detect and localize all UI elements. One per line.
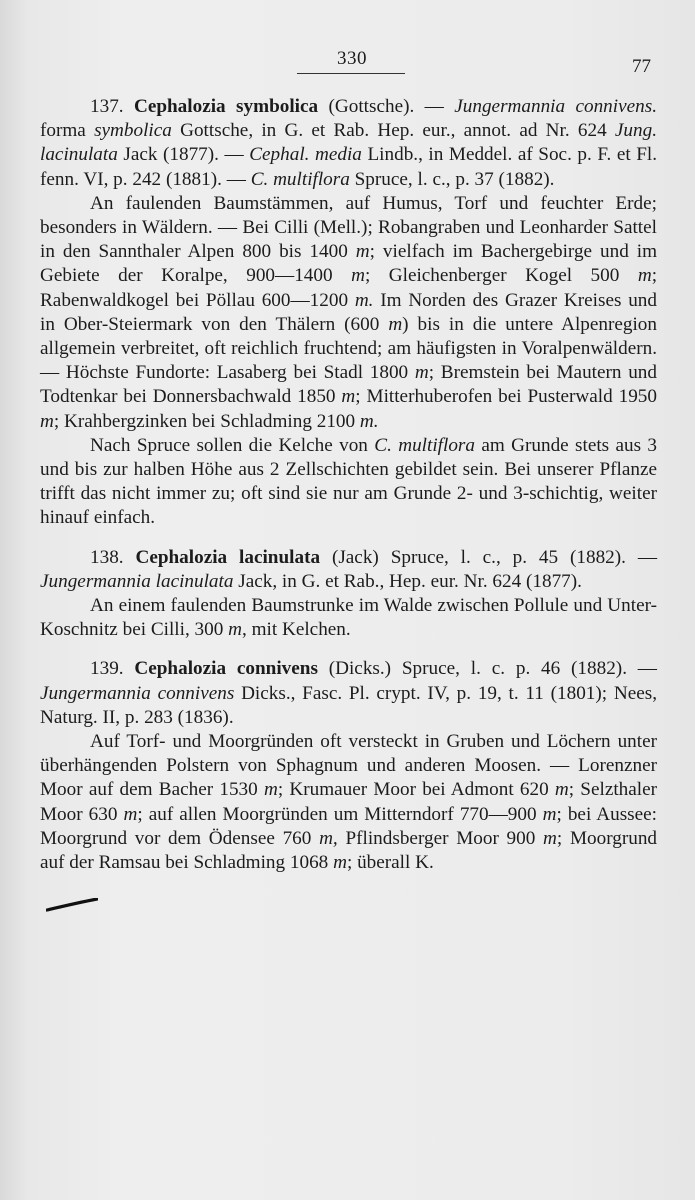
page-number: 77 — [632, 56, 651, 77]
pen-mark-icon — [46, 898, 98, 912]
synonym: Cephal. media — [249, 144, 362, 166]
synonym: C. multiflora — [250, 168, 350, 190]
taxon-name: Cephalozia symbolica — [133, 96, 319, 117]
entry-137-localities: An faulenden Baumstämmen, auf Humus, Torf und feuchter Erde; besonders in Wäldern. — Bei Cilli (Mell.); Robangraben und Leonharder Sattel in den Sannthaler Alpen 800 bis 1400 m; vielfach im Bachergebirge und im Gebiete der Koralpe, 900—1400 m; Gleichenberger Kogel 500 m; Rabenwaldkogel bei Pöllau 600—1200 m. Im Norden des Grazer Kreises und in Ober-Steiermark von den Thälern (600 m) bis in die untere Alpenregion allgemein verbreitet, oft reichlich fruchtend; am häufigsten in Voralpenwäldern. — Höchste Fundorte: Lasaberg bei Stadl 1800 m; Bremstein bei Mautern und Todtenkar bei Donnersbachwald 1850 m; Mitterhuberofen bei Pusterwald 1950 m; Krahbergzinken bei Schladming 2100 m. — [40, 192, 658, 432]
synonym: Jung. lacinulata — [40, 120, 658, 166]
entry-137-heading: 137. Cephalozia symbolica (Gottsche). — Jungermannia connivens. forma symbolica Gottsche, in G. et Rab. Hep. eur., annot. ad Nr. 624 Jung. lacinulata Jack (1877). — Cephal. media Lindb., in Meddel. af Soc. p. F. et Fl. fenn. VI, p. 242 (1881). — C. multiflora Spruce, l. c., p. 37 (1882). — [40, 96, 658, 190]
taxon-name: Cephalozia lacinulata — [135, 546, 321, 568]
entry-139-heading: 139. Cephalozia connivens (Dicks.) Spruce, l. c. p. 46 (1882). — Jungermannia connivens Dicks., Fasc. Pl. crypt. IV, p. 19, t. 11 (1801); Nees, Naturg. II, p. 283 (1836). — [40, 658, 658, 728]
synonym: symbolica — [94, 120, 172, 142]
entry-138-heading: 138. Cephalozia lacinulata (Jack) Spruce, l. c., p. 45 (1882). — Jungermannia lacinulata Jack, in G. et Rab., Hep. eur. Nr. 624 (1877). — [40, 546, 658, 592]
taxon-name: Cephalozia connivens — [134, 658, 318, 680]
entry-139-localities: Auf Torf- und Moorgründen oft versteckt in Gruben und Löchern unter überhängenden Polstern von Sphagnum und anderen Moosen. — Lorenzner Moor auf dem Bacher 1530 m; Krumauer Moor bei Admont 620 m; Selzthaler Moor 630 m; auf allen Moorgründen um Mitterndorf 770—900 m; bei Aussee: Moorgrund vor dem Ödensee 760 m, Pflindsberger Moor 900 m; Moorgrund auf der Ramsau bei Schladming 1068 m; überall K. — [40, 731, 658, 874]
folio-number: 330 — [337, 48, 367, 69]
entry-138-localities: An einem faulenden Baumstrunke im Walde zwischen Pollule und Unter-Koschnitz bei Cilli, 300 m, mit Kelchen. — [40, 595, 657, 641]
folio-rule — [297, 73, 405, 74]
body-text — [40, 95, 657, 875]
synonym: Jungermannia lacinulata — [40, 570, 234, 592]
synonym: Jungermannia connivens — [40, 682, 235, 704]
synonym: Jungermannia connivens. — [454, 96, 657, 117]
entry-137-note: Nach Spruce sollen die Kelche von C. multiflora am Grunde stets aus 3 und bis zur halben Höhe aus 2 Zellschichten gebildet sein. Bei unserer Pflanze trifft das nicht immer zu; oft sind sie nur am Grunde 2- und 3-schichtig, weiter hinauf einfach. — [40, 434, 658, 529]
